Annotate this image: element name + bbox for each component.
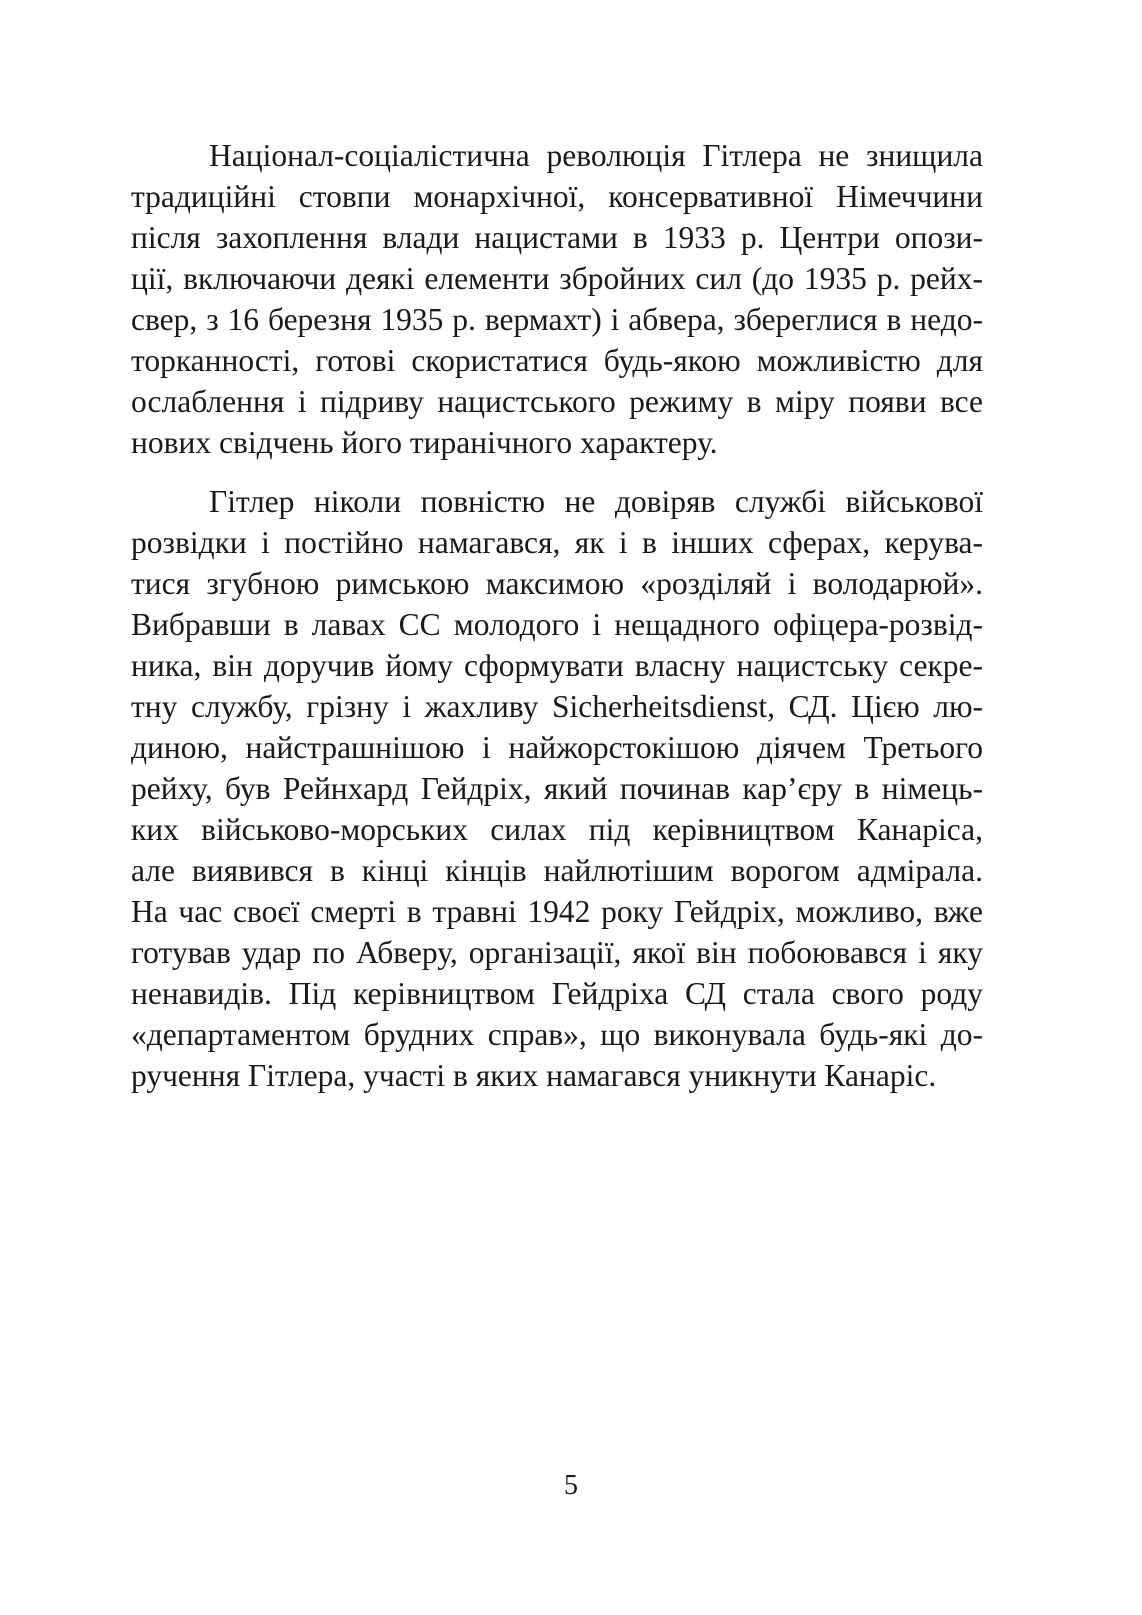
text-line: нових свідчень його тиранічного характеру. [131,425,718,460]
text-line: На час своєї смерті в травні 1942 року Гейдріх, можливо, вже [131,894,983,929]
text-line: але виявився в кінці кінців найлютішим ворогом адмірала. [131,853,983,888]
text-line: свер, з 16 березня 1935 р. вермахт) і абвера, збереглися в недо- [131,302,983,337]
text-line: диною, найстрашнішою і найжорстокішою діячем Третього [131,730,983,765]
text-line: готував удар по Абверу, організації, якої він побоювався і яку [131,935,983,970]
text-line: ослаблення і підриву нацистського режиму в міру появи все [131,384,983,419]
text-line: тися згубною римською максимою «розділяй і володарюй». [131,566,983,601]
text-line: ника, він доручив йому сформувати власну нацистську секре- [131,648,983,683]
text-line: ненавидів. Під керівництвом Гейдріха СД стала свого роду [131,976,983,1011]
page-number: 5 [564,1470,578,1501]
text-line: рейху, був Рейнхард Гейдріх, який починав кар’єру в німець- [131,771,983,806]
body-text [131,135,983,1096]
text-line: розвідки і постійно намагався, як і в інших сферах, керува- [131,525,983,560]
text-line: ких військово-морських силах під керівництвом Канаріса, [131,812,983,847]
paragraph-1 [131,135,983,463]
text-line: тну службу, грізну і жахливу Sicherheitsdienst, СД. Цією лю- [131,689,983,724]
text-line: Націонал-соціалістична революція Гітлера не знищила [209,138,983,173]
text-line: ції, включаючи деякі елементи збройних сил (до 1935 р. рейх- [131,261,983,296]
paragraph-spacer [131,463,983,481]
text-line: після захоплення влади нацистами в 1933 р. Центри опози- [131,220,983,255]
text-line: «департаментом брудних справ», що виконувала будь-які до- [131,1017,983,1052]
text-line: традиційні стовпи монархічної, консервативної Німеччини [131,179,983,214]
paragraph-2 [131,481,983,1096]
text-line: Вибравши в лавах СС молодого і нещадного офіцера-розвід- [131,607,983,642]
text-line: ручення Гітлера, участі в яких намагався уникнути Канаріс. [131,1058,937,1093]
text-line: торканності, готові скористатися будь-якою можливістю для [131,343,983,378]
text-line: Гітлер ніколи повністю не довіряв службі військової [209,484,983,519]
